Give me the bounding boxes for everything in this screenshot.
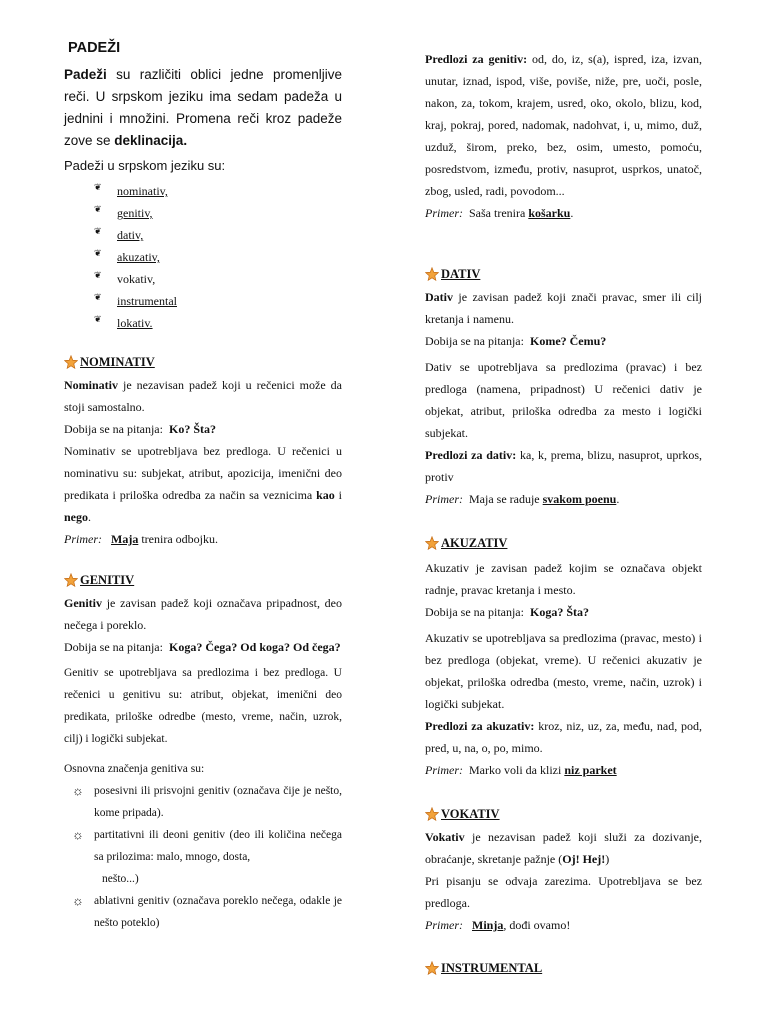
bullet-icon: ❦: [94, 226, 102, 236]
example-word: Minja: [472, 918, 504, 932]
nominativ-usage: [64, 440, 342, 528]
term: Vokativ: [425, 830, 465, 844]
example-label: Primer:: [64, 532, 102, 546]
nominativ-section: [64, 352, 342, 550]
sun-icon: ☼: [72, 893, 84, 908]
akuzativ-definition: Akuzativ je zavisan padež kojim se označava objekt radnje, pravac kretanja i mesto.: [425, 561, 702, 597]
sun-icon: ☼: [72, 783, 84, 798]
heading-text: VOKATIV: [441, 806, 500, 821]
case-list: [94, 180, 177, 334]
question-value: Koga? Čega? Od koga? Od čega?: [168, 640, 341, 654]
question-label: Dobija se na pitanja:: [425, 605, 524, 619]
akuzativ-usage: Akuzativ se upotrebljava sa predlozima (pravac, mesto) i bez predloga (objekat, vreme). U rečenici akuzativ je objekat, priloška odredba (mesto, vreme, način, uzrok) i logički subjekat.: [425, 631, 702, 711]
example-text: Maja se raduje: [469, 492, 543, 506]
star-icon: [425, 807, 439, 821]
question-label: Dobija se na pitanja:: [64, 640, 163, 654]
list-item: [94, 290, 177, 312]
star-icon: [64, 573, 78, 587]
instrumental-heading: [425, 958, 702, 978]
definition-text: je nezavisan padež koji u rečenici može da stoji samostalno.: [64, 378, 342, 414]
bullet-icon: ❦: [94, 204, 102, 214]
meaning-text-continued: nešto...): [102, 873, 139, 885]
prepositions-text: od, do, iz, s(a), ispred, iza, izvan, unutar, iznad, ispod, više, poviše, niže, pre, uoči, posle, nakon, za, tokom, krajem, usred, oko, okolo, blizu, kod, kraj, pokraj, pored, nadomak, nadohvat, i, u, mimo, duž, uzduž, širom, preko, bez, osim, umesto, pomoću, posredstvom, između, protiv, nasuprot, usprkos, unatoč, zbog, usled, radi, povodom...: [425, 52, 703, 198]
heading-text: DATIV: [441, 266, 481, 281]
usage-text: i: [334, 488, 342, 502]
nominativ-heading: [64, 352, 342, 372]
bullet-icon: ❦: [94, 248, 102, 258]
heading-text: AKUZATIV: [441, 535, 508, 550]
dativ-questions: [425, 330, 702, 352]
prepositions-label: Predlozi za akuzativ:: [425, 719, 535, 733]
meaning-text: ablativni genitiv (označava poreklo nečega, odakle je nešto poteklo): [94, 895, 342, 929]
case-link[interactable]: dativ,: [117, 228, 144, 242]
intro-term-2: deklinacija.: [114, 133, 188, 148]
dativ-usage: Dativ se upotrebljava sa predlozima (pravac) i bez predloga (namena, pripadnost) U rečenici dativ je objekat, atribut, priloška odredba za mesto i logički subjekat.: [425, 360, 702, 440]
list-item: [94, 224, 177, 246]
list-item: [94, 312, 177, 334]
example-text: .: [570, 206, 574, 220]
instrumental-section: [425, 958, 702, 980]
genitiv-meanings-list: [64, 780, 342, 934]
genitiv-definition: [64, 592, 342, 636]
genitiv-example: [425, 202, 702, 224]
definition-text: je zavisan padež koji znači pravac, smer ili cilj kretanja i namenu.: [425, 290, 702, 326]
nominativ-definition: [64, 374, 342, 418]
question-value: Ko? Šta?: [168, 422, 216, 436]
heading-text: GENITIV: [80, 572, 135, 587]
star-icon: [425, 961, 439, 975]
definition-text: je nezavisan padež koji služi za dozivanje, obraćanje, skretanje pažnje (: [425, 830, 702, 866]
akuzativ-prepositions: [425, 715, 702, 759]
heading-text: NOMINATIV: [80, 354, 155, 369]
sun-icon: ☼: [72, 827, 84, 842]
vokativ-section: [425, 804, 702, 936]
dativ-heading: [425, 264, 702, 284]
example-word: niz parket: [564, 763, 617, 777]
example-text: trenira odbojku.: [138, 532, 218, 546]
vokativ-example: [425, 914, 702, 936]
star-icon: [425, 267, 439, 281]
example-label: Primer:: [425, 763, 463, 777]
intro-paragraph: [64, 64, 342, 152]
vokativ-usage: Pri pisanju se odvaja zarezima. Upotrebljava se bez predloga.: [425, 874, 702, 910]
dativ-example: [425, 488, 702, 510]
example-text: Saša trenira: [469, 206, 529, 220]
nominativ-questions: [64, 418, 342, 440]
star-icon: [64, 355, 78, 369]
page-title: PADEŽI: [68, 40, 121, 56]
intro-text: su različiti oblici jedne promenljive reči. U srpskom jeziku ima sedam padeža u jednini i množini. Promena reči kroz padeže zove se: [64, 67, 342, 148]
definition-text: ): [605, 852, 610, 866]
question-label: Dobija se na pitanja:: [425, 334, 524, 348]
term: Nominativ: [64, 378, 118, 392]
vokativ-definition: [425, 826, 702, 870]
list-item: [64, 890, 342, 934]
term: Genitiv: [64, 596, 102, 610]
term: Dativ: [425, 290, 453, 304]
question-value: Kome? Čemu?: [529, 334, 607, 348]
example-word: košarku: [528, 206, 571, 220]
bullet-icon: ❦: [94, 314, 102, 324]
example-word: Maja: [111, 532, 139, 546]
example-text: .: [616, 492, 620, 506]
genitiv-heading: [64, 570, 342, 590]
intro-term: Padeži: [64, 67, 107, 82]
dativ-section: [425, 264, 702, 510]
list-item: [64, 780, 342, 824]
vokativ-heading: [425, 804, 702, 824]
question-label: Dobija se na pitanja:: [64, 422, 163, 436]
example-word: svakom poenu: [542, 492, 617, 506]
nominativ-example: [64, 528, 342, 550]
akuzativ-example: [425, 759, 702, 781]
term: Oj! Hej!: [562, 852, 606, 866]
case-label: vokativ,: [117, 272, 156, 286]
case-link[interactable]: genitiv,: [117, 206, 153, 220]
bullet-icon: ❦: [94, 182, 102, 192]
akuzativ-heading: [425, 533, 702, 553]
case-link[interactable]: lokativ.: [117, 316, 153, 330]
akuzativ-questions: [425, 601, 702, 623]
genitiv-prepositions-section: [425, 48, 702, 224]
prepositions-label: Predlozi za genitiv:: [425, 52, 528, 66]
bullet-icon: ❦: [94, 292, 102, 302]
bullet-icon: ❦: [94, 270, 102, 280]
prepositions-label: Predlozi za dativ:: [425, 448, 517, 462]
usage-term: nego: [64, 510, 88, 524]
meaning-text: posesivni ili prisvojni genitiv (označava čije je nešto, kome pripada).: [94, 785, 342, 819]
akuzativ-section: [425, 533, 702, 781]
list-item: [94, 246, 177, 268]
case-link[interactable]: akuzativ,: [117, 250, 160, 264]
meaning-text: partitativni ili deoni genitiv (deo ili količina nečega sa prilozima: malo, mnogo, dosta,: [94, 829, 342, 863]
genitiv-questions: [64, 636, 342, 658]
heading-text: INSTRUMENTAL: [441, 960, 543, 975]
list-item: [64, 824, 342, 890]
case-link[interactable]: nominativ,: [117, 184, 168, 198]
genitiv-section: [64, 570, 342, 934]
example-text: , dođi ovamo!: [503, 918, 571, 932]
star-icon: [425, 536, 439, 550]
dativ-definition: [425, 286, 702, 330]
dativ-prepositions: [425, 444, 702, 488]
prepositions-text: ka, k, prema, blizu, nasuprot, uprkos, protiv: [425, 448, 702, 484]
definition-text: je zavisan padež koji označava pripadnost, deo nečega i poreklo.: [64, 596, 342, 632]
prepositions-text: kroz, niz, uz, za, među, nad, pod, pred, u, na, o, po, mimo.: [425, 719, 703, 755]
genitiv-usage: Genitiv se upotrebljava sa predlozima i bez predloga. U rečenici u genitivu su: atribut, objekat, imenični deo predikata, priloške odredbe (mesto, vreme, način, uzrok, cilj) i logički subjekat.: [64, 667, 342, 745]
example-label: Primer:: [425, 918, 463, 932]
example-text: Marko voli da klizi: [469, 763, 565, 777]
genitiv-prepositions: [425, 48, 702, 202]
list-item: [94, 268, 177, 290]
usage-text: Nominativ se upotrebljava bez predloga. U rečenici u nominativu su: subjekat, atribut, apozicija, imenični deo predikata i priloška odredba za način sa veznicima: [64, 444, 342, 502]
question-value: Koga? Šta?: [529, 605, 589, 619]
usage-term: kao: [316, 488, 335, 502]
list-item: [94, 202, 177, 224]
example-label: Primer:: [425, 206, 463, 220]
genitiv-meanings-lead: Osnovna značenja genitiva su:: [64, 763, 205, 775]
usage-text: .: [88, 510, 91, 524]
case-link[interactable]: instrumental: [117, 294, 177, 308]
list-item: [94, 180, 177, 202]
example-label: Primer:: [425, 492, 463, 506]
case-list-lead: Padeži u srpskom jeziku su:: [64, 158, 226, 173]
